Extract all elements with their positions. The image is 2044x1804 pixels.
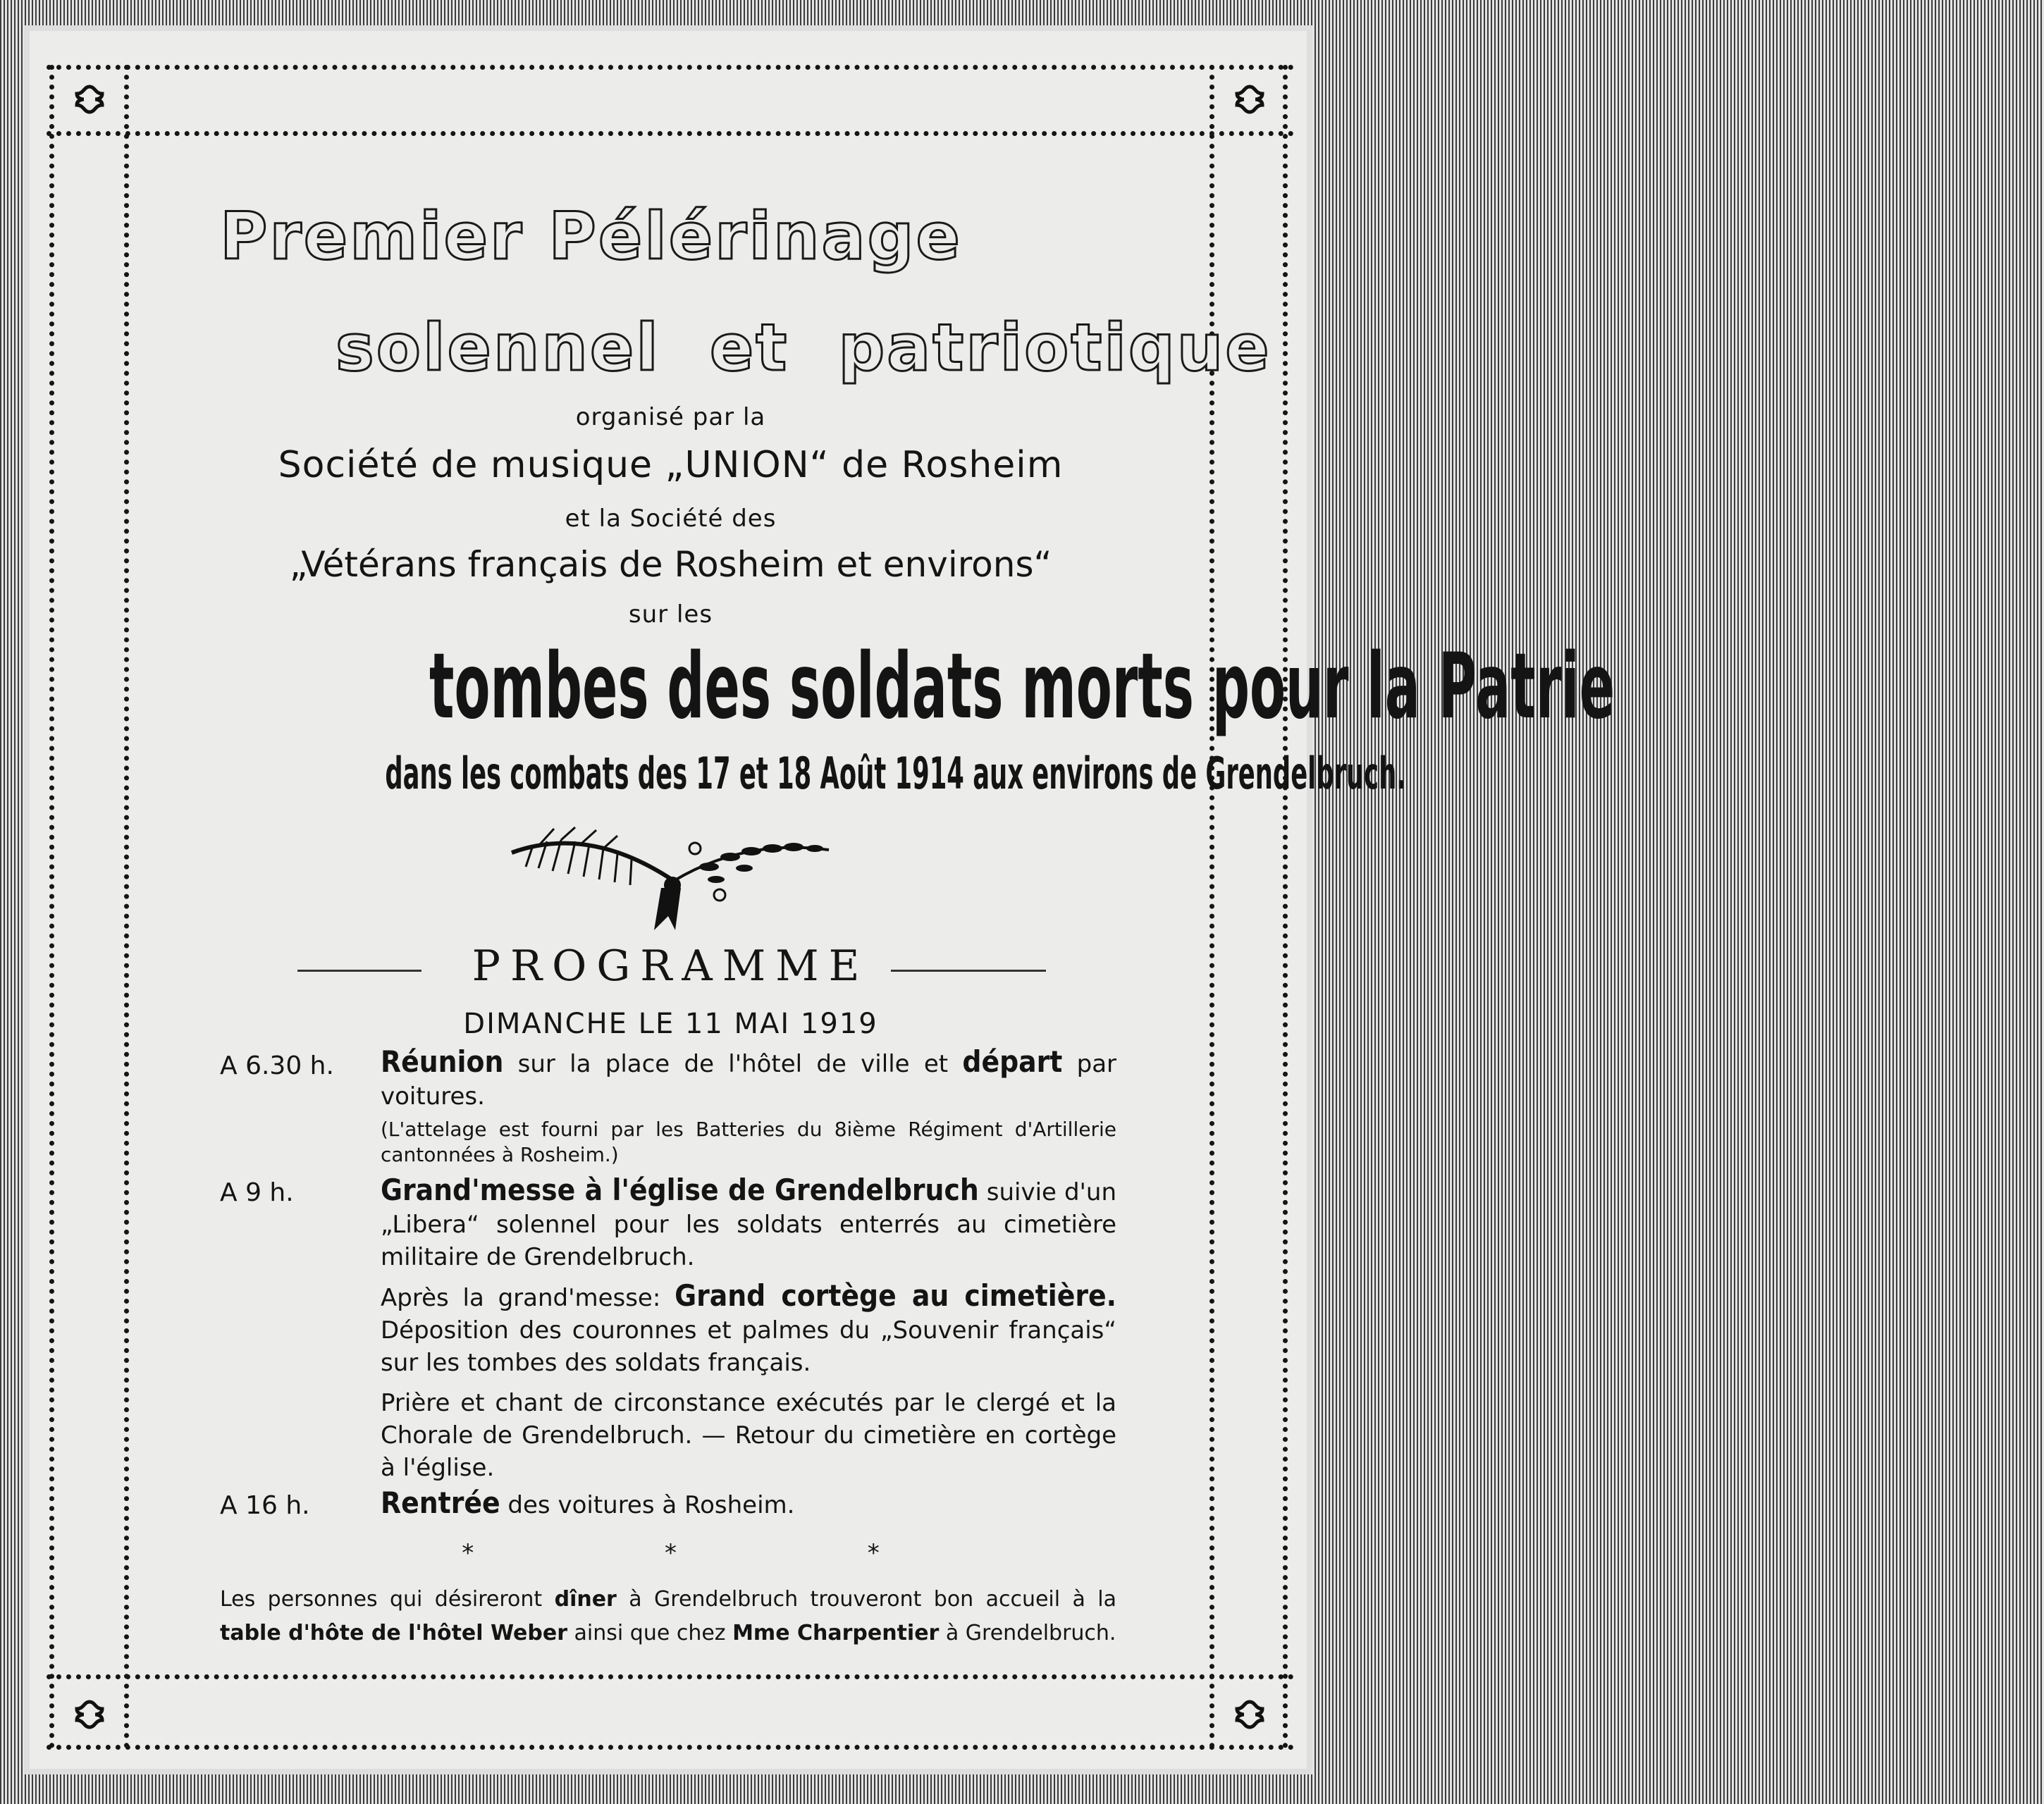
time-label: A 16 h.: [220, 1491, 310, 1520]
programme-item: [381, 1174, 1116, 1273]
item-text: sur la place de l'hôtel de ville et: [503, 1050, 963, 1078]
footer-text: Les personnes qui désireront: [220, 1587, 555, 1612]
programme-title: PROGRAMME: [472, 941, 870, 991]
footer-text: à Grendelbruch.: [939, 1621, 1116, 1645]
programme-item: [381, 1487, 1116, 1521]
title-line-2: solennel et patriotique: [335, 310, 1272, 385]
title-line-1: Premier Pélérinage: [220, 199, 962, 274]
corner-ornament-icon: [1225, 75, 1274, 124]
item-text: par voitures.: [381, 1050, 1117, 1111]
item-prefix: Après la grand'messe:: [381, 1284, 675, 1312]
time-label: A 6.30 h.: [220, 1051, 334, 1080]
frame-top-outer: [47, 65, 1294, 70]
society-veterans: „Vétérans français de Rosheim et environs“: [289, 544, 1052, 585]
headline-text: tombes des soldats morts pour la Patrie: [429, 634, 1615, 739]
corner-ornament-icon: [1225, 1690, 1274, 1739]
item-lead: Grand'messe à l'église de Grendelbruch: [381, 1173, 979, 1207]
footer-bold: table d'hôte de l'hôtel Weber: [220, 1621, 567, 1645]
on-the-text: sur les: [628, 600, 713, 629]
frame-bottom-inner: [47, 1674, 1294, 1679]
programme-item: [381, 1280, 1116, 1379]
organised-by-text: organisé par la: [575, 403, 766, 431]
frame-left-inner: [124, 65, 129, 1749]
item-lead: départ: [962, 1044, 1063, 1079]
time-label: A 9 h.: [220, 1178, 294, 1207]
item-lead: Grand cortège au cimetière.: [675, 1278, 1116, 1313]
item-text: Déposition des couronnes et palmes du „Souvenir français“ sur les tombes des soldats français.: [381, 1316, 1116, 1377]
item-text: des voitures à Rosheim.: [500, 1491, 795, 1519]
item-text: suivie d'un „Libera“ solennel pour les soldats enterrés au cimetière militaire de Grendelbruch.: [381, 1178, 1116, 1271]
asterisks: * * *: [462, 1539, 971, 1567]
footer-text: ainsi que chez: [567, 1621, 733, 1645]
corner-ornament-icon: [65, 1690, 114, 1739]
item-lead: Réunion: [381, 1044, 504, 1079]
programme-date: DIMANCHE LE 11 MAI 1919: [463, 1008, 878, 1040]
palm-wreath-icon: [505, 824, 836, 937]
item-note: (L'attelage est fourni par les Batteries du 8ième Régiment d'Artillerie cantonnées à Rosheim.): [381, 1118, 1116, 1166]
corner-ornament-icon: [65, 75, 114, 124]
programme-item: [381, 1046, 1116, 1168]
footer-note: [220, 1583, 1116, 1650]
frame-left-outer: [49, 65, 54, 1749]
footer-text: à Grendelbruch trouveront bon accueil à la: [616, 1587, 1116, 1612]
footer-bold: dîner: [554, 1587, 617, 1612]
headline: [0, 634, 1615, 740]
programme-item: [381, 1387, 1116, 1484]
subheadline: [0, 746, 1406, 802]
footer-bold: Mme Charpentier: [732, 1621, 940, 1645]
society-union: Société de musique „UNION“ de Rosheim: [278, 444, 1064, 486]
frame-right-outer: [1283, 65, 1288, 1749]
and-society-text: et la Société des: [565, 505, 777, 533]
item-lead: Rentrée: [381, 1485, 500, 1520]
frame-bottom-outer: [47, 1745, 1294, 1750]
subheadline-text: dans les combats des 17 et 18 Août 1914 aux environs de Grendelbruch.: [385, 748, 1406, 799]
frame-top-inner: [47, 131, 1294, 136]
item-text: Prière et chant de circonstance exécutés par le clergé et la Chorale de Grendelbruch. — Retour du cimetière en cortège à l'église.: [381, 1389, 1116, 1482]
